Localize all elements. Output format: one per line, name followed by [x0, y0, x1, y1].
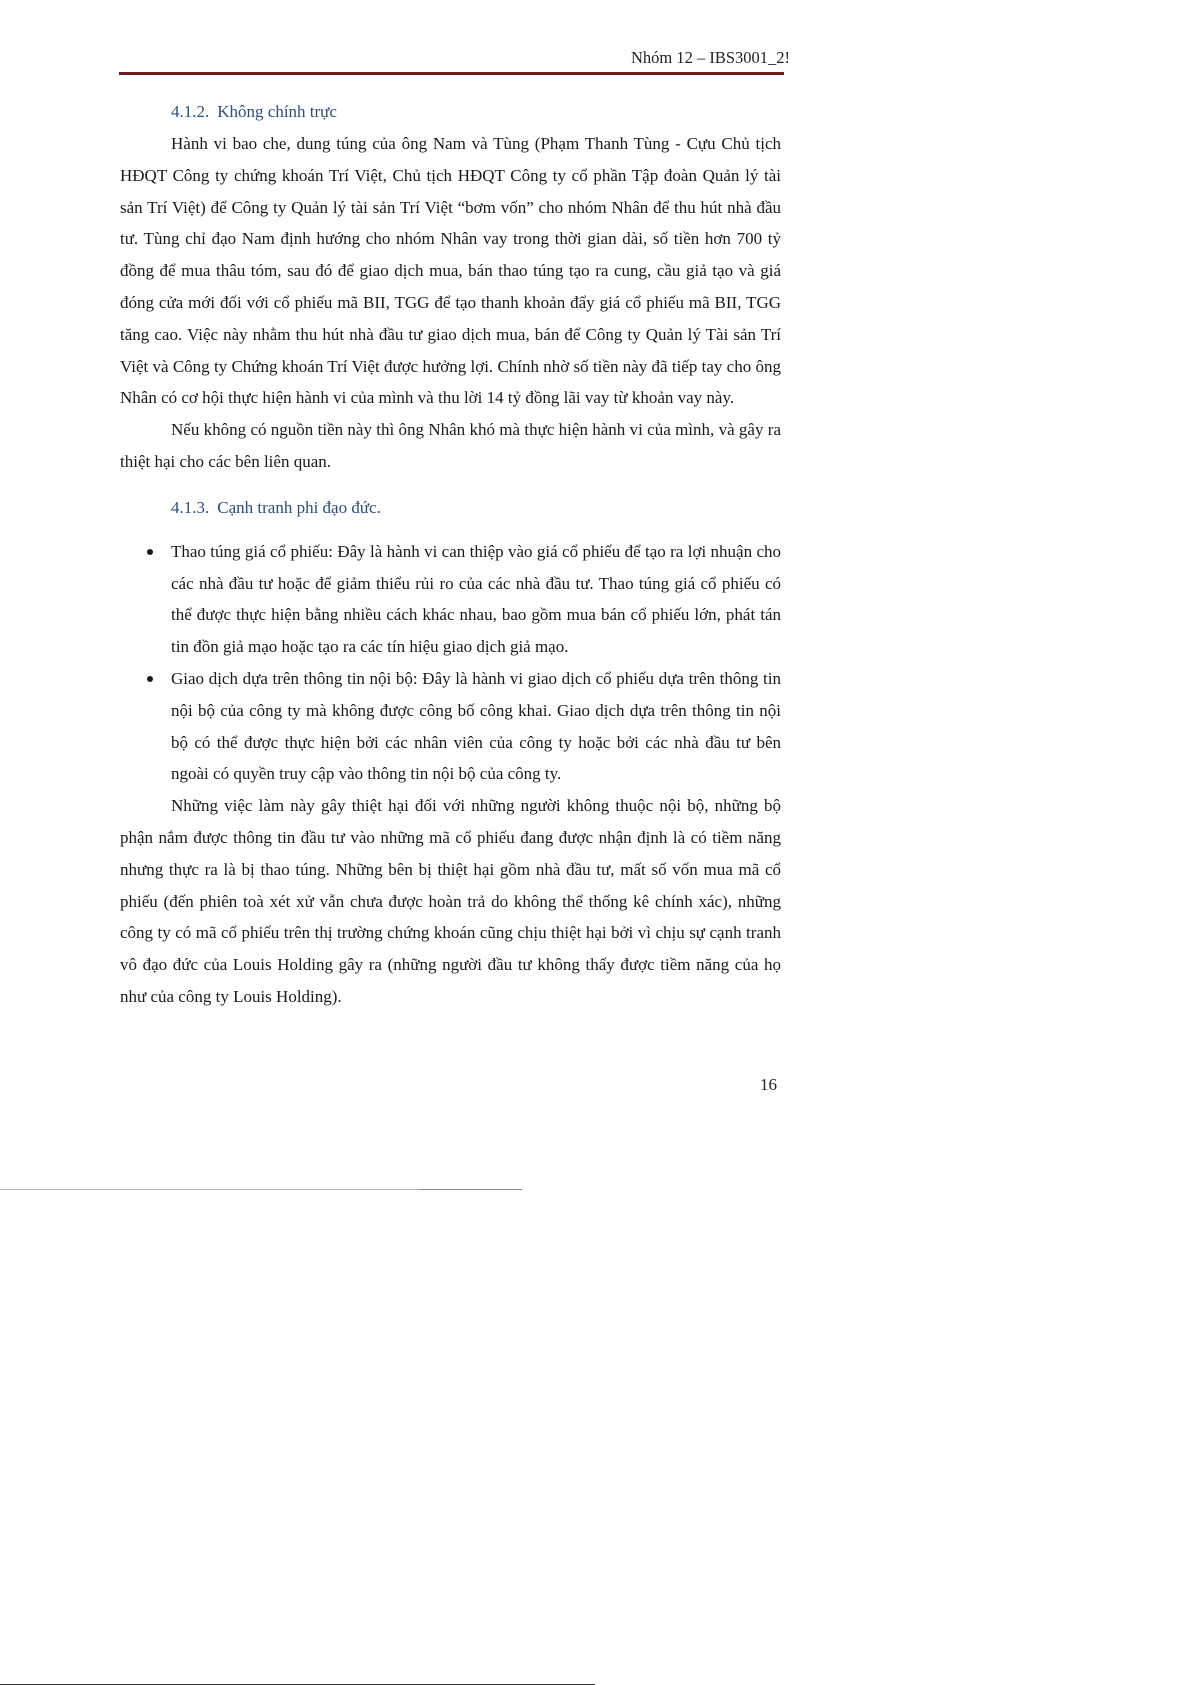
running-header: Nhóm 12 – IBS3001_2! [630, 48, 790, 67]
section-number: 4.1.3. [171, 497, 210, 517]
list-item [120, 536, 781, 663]
section-title: Không chính trực [217, 102, 337, 121]
section-number: 4.1.2. [171, 102, 210, 121]
page-divider-segment [420, 1189, 522, 1190]
page-number: 16 [760, 1075, 777, 1094]
section-title: Cạnh tranh phi đạo đức. [217, 497, 381, 517]
paragraph: Nếu không có nguồn tiền này thì ông Nhân khó mà thực hiện hành vi của mình, và gây ra thiệt hại cho các bên liên quan. [120, 420, 781, 471]
list-item-text: Giao dịch dựa trên thông tin nội bộ: Đây là hành vi giao dịch cổ phiếu dựa trên thông tin nội bộ của công ty mà không được công bố công khai. Giao dịch dựa trên thông tin nội bộ có thể được thực hiện bởi các nhân viên của công ty hoặc bởi các nhà đầu tư bên ngoài có quyền truy cập vào thông tin nội bộ của công ty. [171, 668, 781, 784]
paragraph: Hành vi bao che, dung túng của ông Nam và Tùng (Phạm Thanh Tùng - Cựu Chủ tịch HĐQT Công ty chứng khoán Trí Việt, Chủ tịch HĐQT Công ty cổ phần Tập đoàn Quản lý tài sản Trí Việt) để Công ty Quản lý tài sản Trí Việt “bơm vốn” cho nhóm Nhân để thu hút nhà đầu tư. Tùng chỉ đạo Nam định hướng cho nhóm Nhân vay trong thời gian dài, số tiền hơn 700 tỷ đồng để mua thâu tóm, sau đó để giao dịch mua, bán thao túng tạo ra cung, cầu giả tạo và giá đóng cửa mới đối với cổ phiếu mã BII, TGG để tạo thanh khoản đẩy giá cổ phiếu mã BII, TGG tăng cao. Việc này nhằm thu hút nhà đầu tư giao dịch mua, bán để Công ty Quản lý Tài sản Trí Việt và Công ty Chứng khoán Trí Việt được hưởng lợi. Chính nhờ số tiền này đã tiếp tay cho ông Nhân có cơ hội thực hiện hành vi của mình và thu lời 14 tỷ đồng lãi vay từ khoản vay này. [120, 134, 781, 408]
bullet-icon [147, 676, 153, 682]
bullet-list [120, 536, 781, 790]
list-item [120, 663, 781, 790]
bullet-icon [147, 549, 153, 555]
section-heading-4-1-2 [120, 96, 781, 128]
paragraph: Những việc làm này gây thiệt hại đối với những người không thuộc nội bộ, những bộ phận nắm được thông tin đầu tư vào những mã cổ phiếu đang được nhận định là có tiềm năng nhưng thực ra là bị thao túng. Những bên bị thiệt hại gồm nhà đầu tư, mất số vốn mua mã cổ phiếu (đến phiên toà xét xử vẫn chưa được hoàn trả do không thể thống kê chính xác), những công ty có mã cổ phiếu trên thị trường chứng khoán cũng chịu thiệt hại bởi vì chịu sự cạnh tranh vô đạo đức của Louis Holding gây ra (những người đầu tư không thấy được tiềm năng của họ như của công ty Louis Holding). [120, 796, 781, 1006]
header-rule [119, 72, 784, 75]
list-item-text: Thao túng giá cổ phiếu: Đây là hành vi can thiệp vào giá cổ phiếu để tạo ra lợi nhuận cho các nhà đầu tư hoặc để giảm thiểu rủi ro của các nhà đầu tư. Thao túng giá cổ phiếu có thể được thực hiện bằng nhiều cách khác nhau, bao gồm mua bán cổ phiếu lớn, phát tán tin đồn giả mạo hoặc tạo ra các tín hiệu giao dịch giả mạo. [171, 541, 781, 657]
section-heading-4-1-3 [120, 492, 781, 524]
page-content [120, 96, 781, 1013]
